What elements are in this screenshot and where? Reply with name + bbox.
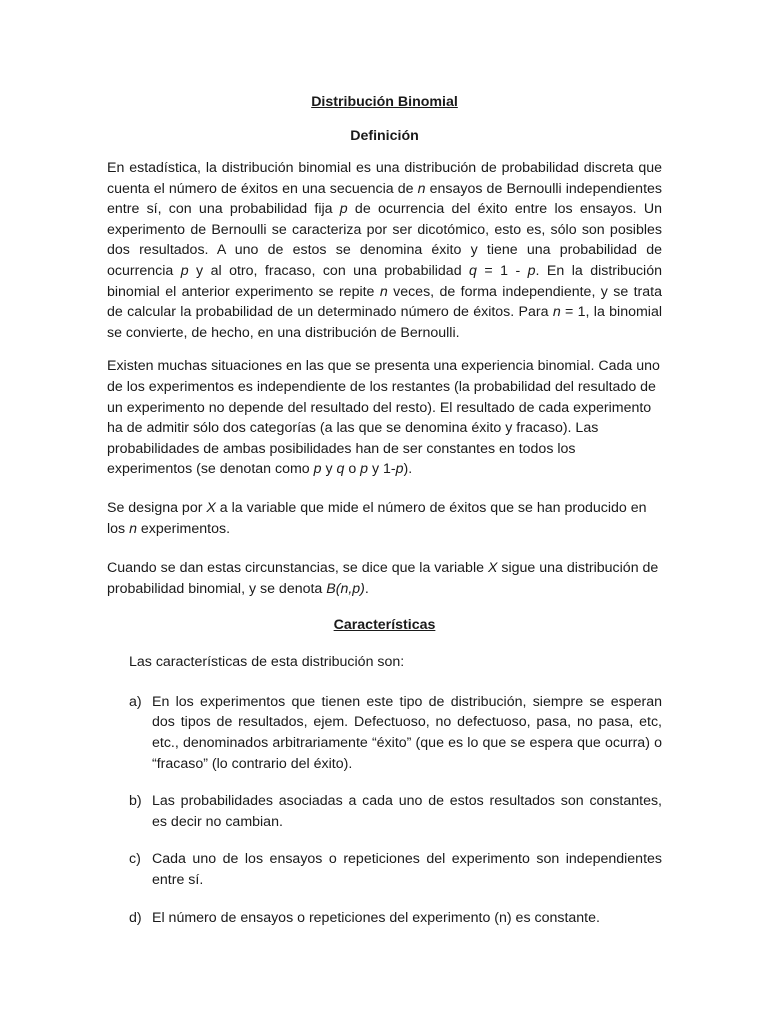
list-item bbox=[107, 692, 662, 774]
document-title: Distribución Binomial bbox=[311, 94, 458, 110]
list-item bbox=[107, 791, 662, 832]
list-item-label: a) bbox=[129, 693, 142, 710]
paragraph-definition: En estadística, la distribución binomial es una distribución de probabilidad discreta que cuenta el número de éxitos en una secuencia de n ensayos de Bernoulli independientes entre sí, con una probabilidad fija p de ocurrencia del éxito entre los ensayos. Un experimento de Bernoulli se caracteriza por ser dicotómico, esto es, sólo son posibles dos resultados. A uno de estos se denomina éxito y tiene una probabilidad de ocurrencia p y al otro, fracaso, con una probabilidad q = 1 - p. En la distribución binomial el anterior experimento se repite n veces, de forma independiente, y se trata de calcular la probabilidad de un determinado número de éxitos. Para n = 1, la binomial se convierte, de hecho, en una distribución de Bernoulli. bbox=[107, 160, 662, 341]
list-item bbox=[107, 849, 662, 890]
paragraph-notation: Cuando se dan estas circunstancias, se dice que la variable X sigue una distribución de probabilidad binomial, y se denota B(n,p). bbox=[107, 560, 659, 597]
paragraph-variable-x: Se designa por X a la variable que mide el número de éxitos que se han producido en los n experimentos. bbox=[107, 499, 647, 537]
section-heading-definition: Definición bbox=[350, 128, 419, 144]
list-item-label: b) bbox=[129, 793, 142, 810]
list-item-text: En los experimentos que tienen este tipo de distribución, siempre se esperan dos tipos de resultados, ejem. Defectuoso, no defectuoso, pasa, no pasa, etc, etc., denominados arbitrariamente “éxito” (que es lo que se espera que ocurra) o “fracaso” (lo contrario del éxito). bbox=[152, 693, 662, 772]
list-item-label: c) bbox=[129, 851, 141, 868]
paragraph-binomial-experience: Existen muchas situaciones en las que se presenta una experiencia binomial. Cada uno de los experimentos es independiente de los restantes (la probabilidad del resultado de un experimento no depende del resultado del resto). El resultado de cada experimento ha de admitir sólo dos categorías (a las que se denomina éxito y fracaso). Las probabilidades de ambas posibilidades han de ser constantes en todos los experimentos (se denotan como p y q o p y 1-p). bbox=[107, 358, 660, 478]
characteristics-intro: Las características de esta distribución son: bbox=[129, 654, 405, 671]
section-heading-characteristics: Características bbox=[333, 617, 436, 634]
list-item bbox=[107, 908, 662, 929]
list-item-label: d) bbox=[129, 909, 142, 926]
list-item-text: Cada uno de los ensayos o repeticiones del experimento son independientes entre sí. bbox=[152, 851, 662, 889]
list-item-text: El número de ensayos o repeticiones del experimento (n) es constante. bbox=[152, 909, 600, 926]
list-item-text: Las probabilidades asociadas a cada uno de estos resultados son constantes, es decir no cambian. bbox=[152, 793, 662, 830]
